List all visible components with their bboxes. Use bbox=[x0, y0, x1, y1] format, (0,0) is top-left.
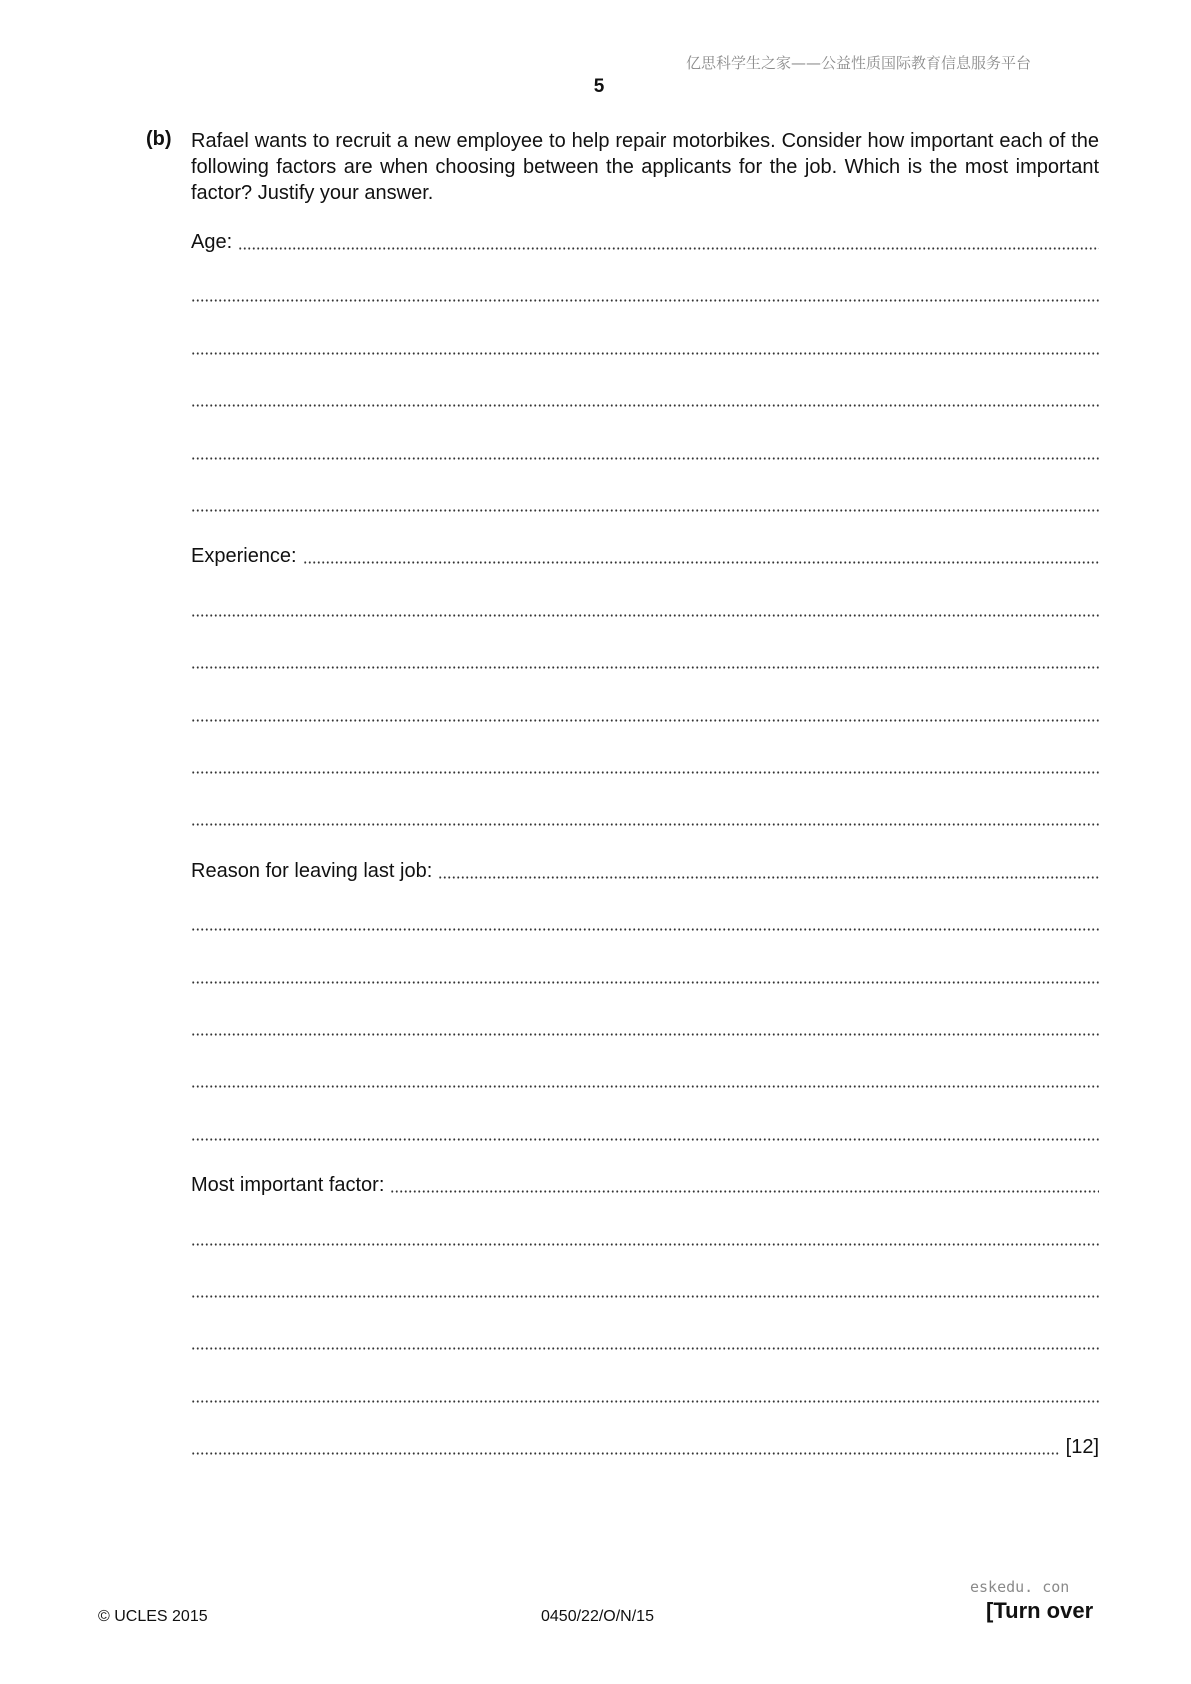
dotted-rule bbox=[238, 247, 1099, 250]
answer-line bbox=[191, 440, 1099, 464]
dotted-rule bbox=[303, 561, 1099, 564]
answer-line bbox=[191, 1016, 1099, 1040]
dotted-rule bbox=[191, 1138, 1099, 1141]
answer-line bbox=[191, 1435, 1099, 1459]
answer-line bbox=[191, 1068, 1099, 1092]
answer-section-label: Reason for leaving last job: bbox=[191, 860, 433, 882]
footer-copyright: © UCLES 2015 bbox=[98, 1608, 208, 1625]
dotted-rule bbox=[191, 771, 1099, 774]
answer-line bbox=[191, 282, 1099, 306]
answer-section-label: Most important factor: bbox=[191, 1174, 385, 1196]
answer-line bbox=[191, 964, 1099, 988]
dotted-rule bbox=[191, 352, 1099, 355]
watermark-text: 亿思科学生之家——公益性质国际教育信息服务平台 bbox=[686, 54, 1032, 72]
answer-section-line bbox=[191, 544, 1099, 568]
dotted-rule bbox=[191, 457, 1099, 460]
answer-line bbox=[191, 911, 1099, 935]
dotted-rule bbox=[191, 928, 1099, 931]
dotted-rule bbox=[191, 404, 1099, 407]
answer-line bbox=[191, 1226, 1099, 1250]
dotted-rule bbox=[191, 1452, 1060, 1455]
dotted-rule bbox=[438, 876, 1099, 879]
dotted-rule bbox=[191, 1085, 1099, 1088]
answer-section-label: Experience: bbox=[191, 545, 297, 567]
turn-over-label: [Turn over bbox=[986, 1598, 1094, 1623]
answer-line bbox=[191, 1121, 1099, 1145]
dotted-rule bbox=[191, 666, 1099, 669]
dotted-rule bbox=[390, 1190, 1099, 1193]
answer-line bbox=[191, 335, 1099, 359]
answer-line bbox=[191, 1383, 1099, 1407]
answer-line bbox=[191, 1330, 1099, 1354]
dotted-rule bbox=[191, 509, 1099, 512]
dotted-rule bbox=[191, 1400, 1099, 1403]
answer-line bbox=[191, 597, 1099, 621]
dotted-rule bbox=[191, 614, 1099, 617]
dotted-rule bbox=[191, 719, 1099, 722]
answer-section-line bbox=[191, 1173, 1099, 1197]
footer-site-watermark: eskedu. con bbox=[970, 1578, 1070, 1596]
answer-line bbox=[191, 649, 1099, 673]
dotted-rule bbox=[191, 299, 1099, 302]
answer-section-label: Age: bbox=[191, 231, 233, 253]
answer-line bbox=[191, 1278, 1099, 1302]
page-number: 5 bbox=[593, 76, 605, 97]
answer-line bbox=[191, 754, 1099, 778]
answer-section-line bbox=[191, 859, 1099, 883]
question-part-label: (b) bbox=[146, 128, 172, 150]
answer-line bbox=[191, 806, 1099, 830]
answer-line bbox=[191, 387, 1099, 411]
dotted-rule bbox=[191, 981, 1099, 984]
dotted-rule bbox=[191, 1295, 1099, 1298]
answer-line bbox=[191, 492, 1099, 516]
marks-total: [12] bbox=[1065, 1436, 1099, 1458]
dotted-rule bbox=[191, 823, 1099, 826]
footer-paper-code: 0450/22/O/N/15 bbox=[541, 1608, 654, 1625]
dotted-rule bbox=[191, 1243, 1099, 1246]
dotted-rule bbox=[191, 1347, 1099, 1350]
dotted-rule bbox=[191, 1033, 1099, 1036]
answer-section-line bbox=[191, 230, 1099, 254]
answer-line bbox=[191, 702, 1099, 726]
question-text: Rafael wants to recruit a new employee to help repair motorbikes. Consider how important each of the following factors are when choosing between the applicants for the job. Which is the most important factor? Justify your answer. bbox=[191, 130, 1099, 204]
